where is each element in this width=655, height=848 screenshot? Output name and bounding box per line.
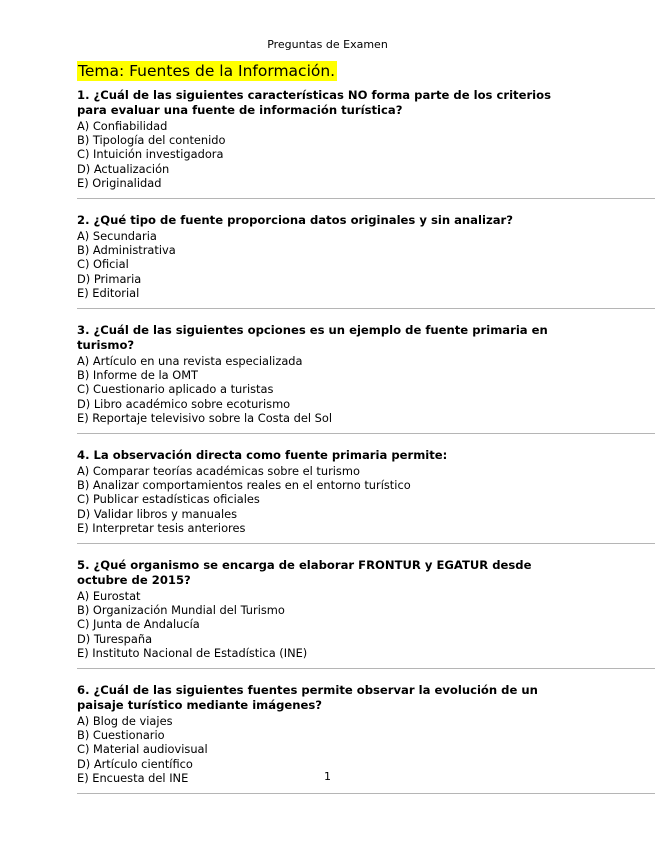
question-block (77, 448, 655, 544)
question-text: 4. La observación directa como fuente primaria permite: (77, 448, 448, 463)
answer-option: A) Secundaria (77, 229, 157, 244)
question-block (77, 88, 655, 199)
answer-option: C) Publicar estadísticas oficiales (77, 492, 260, 507)
answer-options (77, 464, 655, 535)
answer-option: C) Junta de Andalucía (77, 617, 200, 632)
question-block (77, 558, 655, 669)
answer-options (77, 229, 655, 300)
answer-option: A) Eurostat (77, 589, 141, 604)
answer-option: D) Validar libros y manuales (77, 506, 238, 521)
answer-option: E) Interpretar tesis anteriores (77, 520, 246, 535)
question-list (77, 88, 655, 808)
answer-options (77, 589, 655, 660)
answer-option: B) Organización Mundial del Turismo (77, 603, 285, 618)
document-header: Preguntas de Examen (267, 38, 388, 51)
question-text: 2. ¿Qué tipo de fuente proporciona datos originales y sin analizar? (77, 213, 513, 228)
answer-options (77, 354, 655, 425)
answer-option: E) Instituto Nacional de Estadística (INE) (77, 645, 308, 660)
page-number: 1 (324, 770, 331, 783)
answer-option: E) Encuesta del INE (77, 770, 189, 785)
answer-option: E) Reportaje televisivo sobre la Costa del Sol (77, 410, 333, 425)
answer-option: B) Informe de la OMT (77, 368, 199, 383)
answer-option: C) Cuestionario aplicado a turistas (77, 382, 274, 397)
answer-option: D) Artículo científico (77, 756, 193, 771)
answer-option: A) Comparar teorías académicas sobre el turismo (77, 464, 360, 479)
answer-option: A) Confiabilidad (77, 119, 168, 133)
question-text: 6. ¿Cuál de las siguientes fuentes permite observar la evolución de un paisaje turístico mediante imágenes? (77, 683, 538, 713)
answer-option: A) Blog de viajes (77, 714, 173, 729)
answer-option: B) Tipología del contenido (77, 133, 226, 148)
question-text: 5. ¿Qué organismo se encarga de elaborar FRONTUR y EGATUR desde octubre de 2015? (77, 558, 532, 588)
answer-option: D) Primaria (77, 271, 142, 286)
question-block (77, 213, 655, 309)
question-text: 1. ¿Cuál de las siguientes características NO forma parte de los criterios para evaluar una fuente de información turística? (77, 88, 552, 117)
answer-option: D) Actualización (77, 161, 170, 176)
answer-option: D) Libro académico sobre ecoturismo (77, 396, 291, 411)
answer-option: C) Material audiovisual (77, 742, 208, 757)
topic-title: Tema: Fuentes de la Información. (78, 62, 336, 80)
answer-option: B) Cuestionario (77, 728, 165, 743)
answer-options (77, 119, 655, 190)
question-block (77, 323, 655, 434)
question-text: 3. ¿Cuál de las siguientes opciones es un ejemplo de fuente primaria en turismo? (77, 323, 548, 353)
answer-option: C) Oficial (77, 257, 129, 272)
answer-option: E) Editorial (77, 285, 140, 300)
answer-option: B) Administrativa (77, 243, 176, 258)
answer-option: A) Artículo en una revista especializada (77, 354, 303, 369)
answer-option: B) Analizar comportamientos reales en el entorno turístico (77, 478, 411, 493)
answer-option: E) Originalidad (77, 175, 162, 190)
answer-option: C) Intuición investigadora (77, 147, 224, 162)
answer-option: D) Turespaña (77, 631, 153, 646)
